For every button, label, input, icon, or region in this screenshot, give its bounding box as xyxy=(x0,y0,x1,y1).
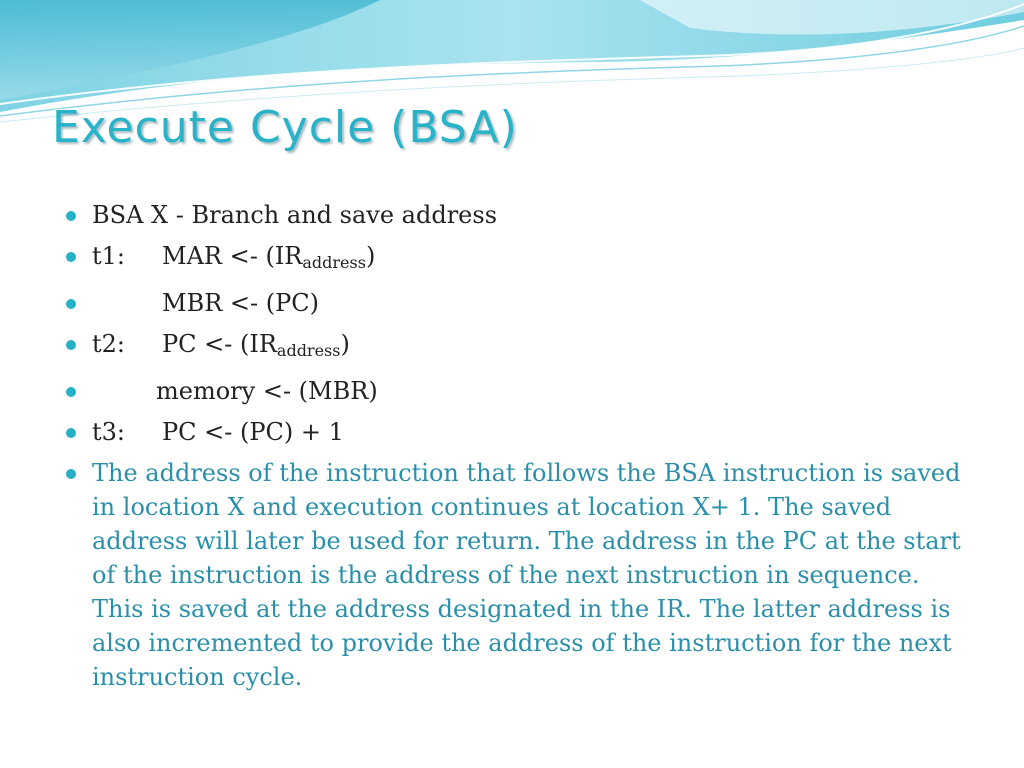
bullet-text: PC <- (PC) + 1 xyxy=(162,418,344,446)
bullet-list xyxy=(66,198,971,700)
expr-pre: MAR <- (IR xyxy=(162,242,303,270)
bullet-dot-icon xyxy=(66,428,76,438)
step-label: t3: xyxy=(92,418,125,446)
bullet-text xyxy=(162,242,375,270)
bullet-item-paragraph xyxy=(66,456,971,694)
paragraph-text: The address of the instruction that follows the BSA instruction is saved in location X and execution continues at location X+ 1. The saved address will later be used for return. The address in the PC at the start of the instruction is the address of the next instruction in sequence. This is saved at the address designated in the IR. The latter address is also incremented to provide the address of the instruction for the next instruction cycle. xyxy=(92,459,961,691)
bullet-text: BSA X - Branch and save address xyxy=(92,201,498,229)
bullet-item xyxy=(66,286,971,321)
bullet-dot-icon xyxy=(66,469,76,479)
bullet-text: MBR <- (PC) xyxy=(162,289,319,317)
step-label: t2: xyxy=(92,330,125,358)
expr-subscript: address xyxy=(302,253,366,272)
bullet-item xyxy=(66,415,971,450)
bullet-dot-icon xyxy=(66,387,76,397)
bullet-item xyxy=(66,327,971,368)
expr-post: ) xyxy=(340,330,350,358)
bullet-dot-icon xyxy=(66,211,76,221)
expr-post: ) xyxy=(365,242,376,270)
bullet-item xyxy=(66,239,971,280)
expr-subscript: address xyxy=(276,341,341,360)
slide-title: Execute Cycle (BSA) xyxy=(52,102,518,153)
bullet-item xyxy=(66,198,971,233)
bullet-item xyxy=(66,374,971,409)
expr-pre: PC <- (IR xyxy=(162,330,277,358)
step-label: t1: xyxy=(92,242,125,270)
bullet-text xyxy=(162,330,350,358)
bullet-dot-icon xyxy=(66,252,76,262)
bullet-dot-icon xyxy=(66,299,76,309)
bullet-dot-icon xyxy=(66,340,76,350)
bullet-text: memory <- (MBR) xyxy=(156,377,378,405)
